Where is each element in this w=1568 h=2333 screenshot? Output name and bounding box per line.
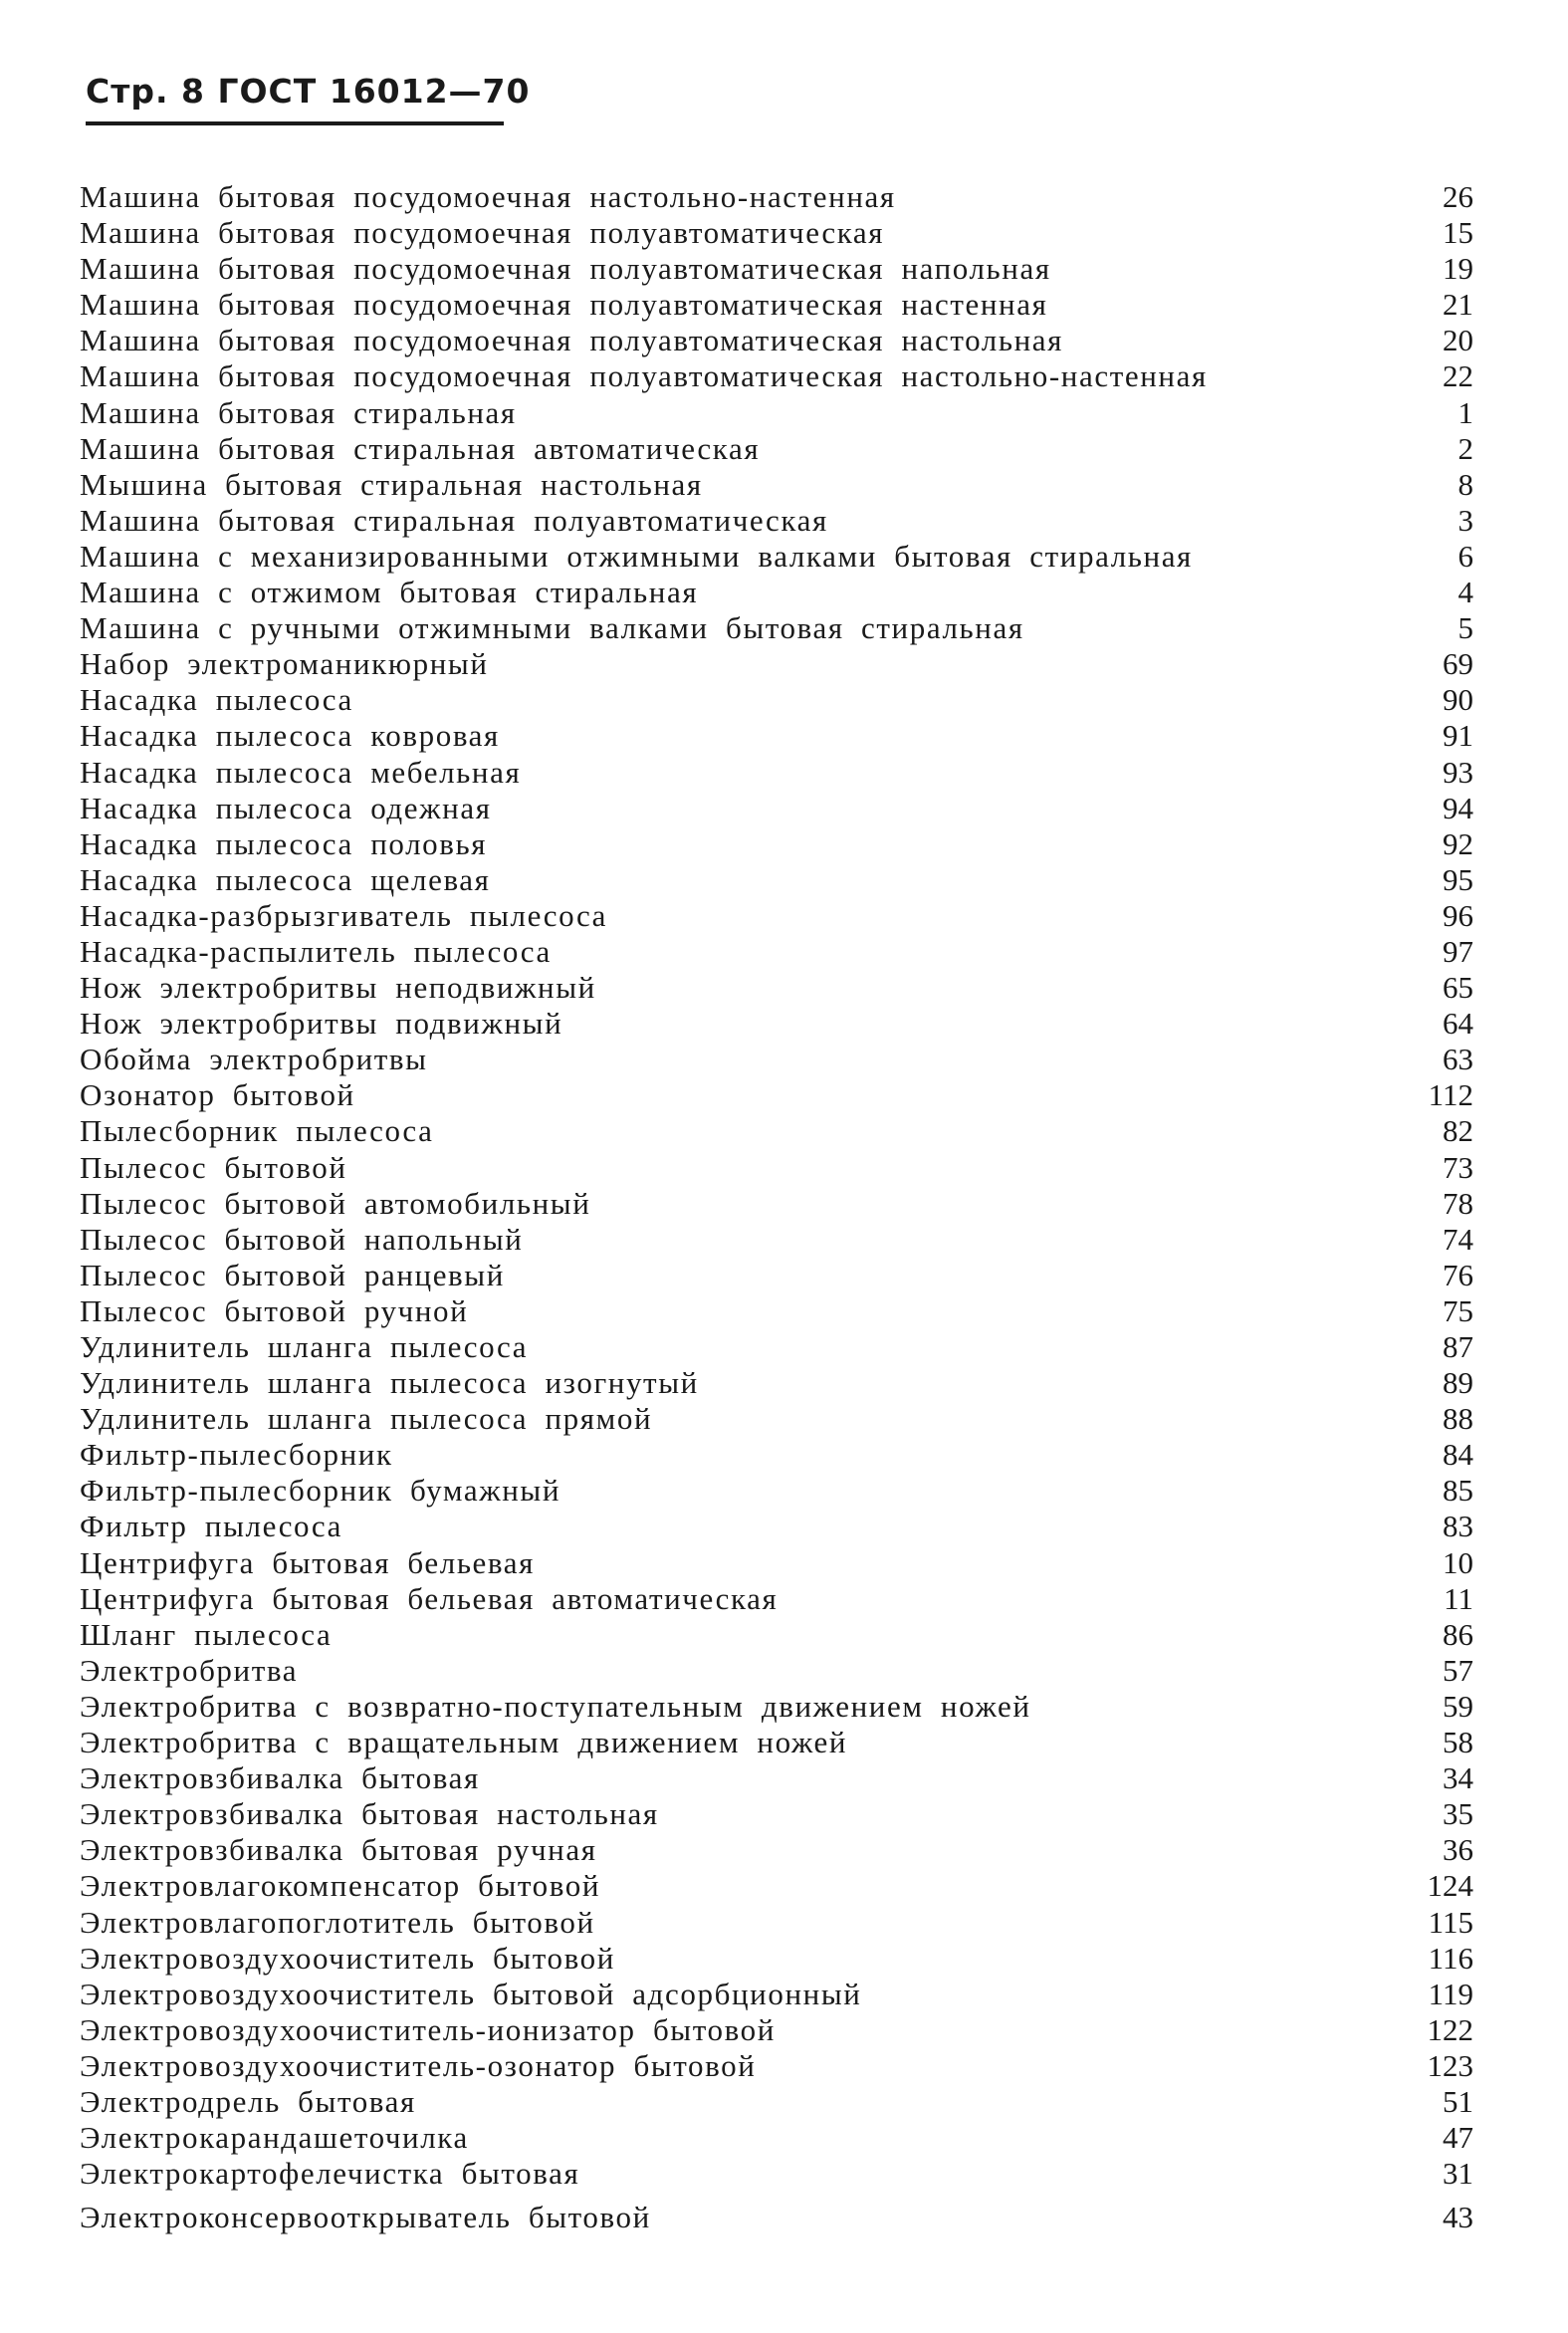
index-page-number: 76 [1443, 1257, 1473, 1292]
index-term: Насадка пылесоса [80, 682, 353, 718]
index-entry [80, 2012, 1473, 2048]
page-header: Стр. 8 ГОСТ 16012—70 [86, 72, 531, 111]
index-term: Пылесборник пылесоса [80, 1113, 434, 1149]
index-entry [80, 862, 1473, 898]
index-page-number: 36 [1443, 1832, 1473, 1868]
index-entry [80, 1258, 1473, 1293]
index-term: Нож электробритвы подвижный [80, 1006, 563, 1042]
index-term: Пылесос бытовой [80, 1149, 347, 1185]
index-page-number: 59 [1443, 1688, 1473, 1724]
index-page-number: 122 [1427, 2011, 1473, 2047]
index-term: Шланг пылесоса [80, 1616, 333, 1652]
index-entry [80, 358, 1473, 394]
index-term: Электровоздухоочиститель бытовой [80, 1940, 615, 1976]
index-page-number: 64 [1443, 1006, 1473, 1042]
index-term: Центрифуга бытовая бельевая автоматическая [80, 1580, 779, 1616]
index-term: Электробритва с возвратно-поступательным движением ножей [80, 1688, 1031, 1724]
index-entry [80, 970, 1473, 1006]
index-entry [80, 2048, 1473, 2084]
index-page-number: 47 [1443, 2120, 1473, 2156]
index-page-number: 4 [1457, 575, 1473, 610]
index-entry [80, 395, 1473, 431]
index-term: Пылесос бытовой ранцевый [80, 1257, 505, 1292]
index-page-number: 21 [1443, 287, 1473, 323]
index-page-number: 5 [1457, 610, 1473, 646]
index-page-number: 124 [1427, 1868, 1473, 1904]
index-term: Удлинитель шланга пылесоса изогнутый [80, 1365, 699, 1401]
index-entry [80, 791, 1473, 826]
index-term: Машина бытовая стиральная автоматическая [80, 430, 761, 466]
index-term: Насадка-разбрызгиватель пылесоса [80, 897, 608, 933]
index-term: Электрокарандашеточилка [80, 2120, 469, 2156]
index-term: Пылесос бытовой ручной [80, 1292, 469, 1328]
index-term: Машина бытовая посудомоечная полуавтоматическая настенная [80, 287, 1048, 323]
index-term: Удлинитель шланга пылесоса прямой [80, 1401, 653, 1437]
index-term: Машина бытовая посудомоечная полуавтоматическая [80, 215, 885, 251]
index-entry [80, 1329, 1473, 1365]
index-term: Насадка пылесоса одежная [80, 790, 492, 825]
index-page-number: 83 [1443, 1509, 1473, 1544]
index-term: Насадка пылесоса ковровая [80, 718, 500, 754]
index-entry [80, 2120, 1473, 2156]
index-page-number: 31 [1443, 2156, 1473, 2192]
index-page-number: 6 [1457, 538, 1473, 574]
index-term: Нож электробритвы неподвижный [80, 970, 596, 1006]
index-page-number: 51 [1443, 2083, 1473, 2119]
index-entry [80, 1509, 1473, 1544]
index-page-number: 96 [1443, 897, 1473, 933]
index-entry [80, 1760, 1473, 1796]
index-page-number: 123 [1427, 2047, 1473, 2083]
index-entry [80, 1653, 1473, 1689]
index-entry [80, 1473, 1473, 1509]
index-entry [80, 718, 1473, 754]
index-entry [80, 610, 1473, 646]
index-term: Мышина бытовая стиральная настольная [80, 466, 703, 502]
index-entry [80, 179, 1473, 215]
index-term: Фильтр-пылесборник [80, 1437, 393, 1473]
index-page-number: 3 [1457, 502, 1473, 538]
index-term: Электровлагопоглотитель бытовой [80, 1904, 595, 1940]
index-term: Насадка пылесоса мебельная [80, 754, 522, 790]
index-term: Электродрель бытовая [80, 2083, 416, 2119]
index-term: Насадка-распылитель пылесоса [80, 933, 552, 969]
index-entry [80, 1006, 1473, 1042]
index-page-number: 20 [1443, 323, 1473, 358]
index-page-number: 63 [1443, 1042, 1473, 1077]
index-term: Обойма электробритвы [80, 1042, 428, 1077]
index-page-number: 19 [1443, 251, 1473, 287]
index-page-number: 43 [1443, 2200, 1473, 2235]
index-entry [80, 1401, 1473, 1437]
index-term: Фильтр пылесоса [80, 1509, 343, 1544]
index-page-number: 34 [1443, 1760, 1473, 1796]
index-term: Машина бытовая посудомоечная полуавтоматическая настольная [80, 323, 1064, 358]
index-page-number: 112 [1428, 1077, 1473, 1113]
header-rule [86, 121, 504, 125]
index-term: Машина бытовая стиральная полуавтоматическая [80, 502, 828, 538]
index-entry [80, 646, 1473, 682]
index-term: Машина бытовая стиральная [80, 394, 517, 430]
index-entry [80, 575, 1473, 610]
index-page-number: 89 [1443, 1365, 1473, 1401]
index-page-number: 116 [1428, 1940, 1473, 1976]
index-entry [80, 2084, 1473, 2120]
index-page-number: 2 [1457, 430, 1473, 466]
index-page-number: 88 [1443, 1401, 1473, 1437]
index-page-number: 26 [1443, 179, 1473, 214]
index-entry [80, 826, 1473, 862]
index-term: Электровзбивалка бытовая ручная [80, 1832, 597, 1868]
index-page-number: 92 [1443, 825, 1473, 861]
index-term: Машина бытовая посудомоечная настольно-настенная [80, 179, 896, 214]
index-entry [80, 2156, 1473, 2192]
index-page-number: 74 [1443, 1221, 1473, 1257]
index-term: Машина бытовая посудомоечная полуавтоматическая напольная [80, 251, 1051, 287]
index-entry [80, 503, 1473, 539]
index-entry [80, 431, 1473, 467]
index-entry [80, 1042, 1473, 1077]
index-page-number: 95 [1443, 861, 1473, 897]
index-page-number: 58 [1443, 1725, 1473, 1760]
index-page-number: 85 [1443, 1473, 1473, 1509]
index-page-number: 65 [1443, 970, 1473, 1006]
index-term: Электроконсервооткрыватель бытовой [80, 2200, 651, 2235]
index-list [80, 179, 1473, 2235]
index-page-number: 115 [1428, 1904, 1473, 1940]
index-page-number: 10 [1443, 1544, 1473, 1580]
index-entry [80, 1617, 1473, 1653]
index-page-number: 91 [1443, 718, 1473, 754]
index-entry [80, 1186, 1473, 1222]
index-entry [80, 898, 1473, 934]
index-page-number: 8 [1457, 466, 1473, 502]
index-page-number: 15 [1443, 215, 1473, 251]
index-entry [80, 2200, 1473, 2235]
index-term: Пылесос бытовой напольный [80, 1221, 524, 1257]
index-entry [80, 1365, 1473, 1401]
index-term: Машина с ручными отжимными валками бытовая стиральная [80, 610, 1024, 646]
index-page-number: 119 [1428, 1976, 1473, 2011]
index-entry [80, 1077, 1473, 1113]
index-page-number: 73 [1443, 1149, 1473, 1185]
index-entry [80, 323, 1473, 358]
index-page-number: 86 [1443, 1616, 1473, 1652]
index-term: Фильтр-пылесборник бумажный [80, 1473, 561, 1509]
index-entry [80, 1437, 1473, 1473]
index-term: Электровзбивалка бытовая настольная [80, 1796, 659, 1832]
index-page-number: 69 [1443, 646, 1473, 682]
index-entry [80, 1832, 1473, 1868]
index-term: Центрифуга бытовая бельевая [80, 1544, 535, 1580]
index-page-number: 57 [1443, 1652, 1473, 1688]
index-entry [80, 1222, 1473, 1258]
index-entry [80, 1293, 1473, 1329]
index-term: Электровоздухоочиститель-озонатор бытовой [80, 2047, 757, 2083]
index-entry [80, 287, 1473, 323]
index-entry [80, 215, 1473, 251]
index-page-number: 97 [1443, 933, 1473, 969]
index-page-number: 22 [1443, 358, 1473, 394]
index-entry [80, 1941, 1473, 1977]
index-term: Электровоздухоочиститель-ионизатор бытовой [80, 2011, 776, 2047]
index-term: Удлинитель шланга пылесоса [80, 1329, 529, 1364]
index-term: Набор электроманикюрный [80, 646, 489, 682]
index-term: Насадка пылесоса щелевая [80, 861, 491, 897]
index-entry [80, 467, 1473, 503]
index-term: Машина с механизированными отжимными валками бытовая стиральная [80, 538, 1193, 574]
index-page-number: 82 [1443, 1113, 1473, 1149]
index-term: Озонатор бытовой [80, 1077, 355, 1113]
index-entry [80, 934, 1473, 970]
index-page-number: 87 [1443, 1329, 1473, 1364]
index-page-number: 84 [1443, 1437, 1473, 1473]
index-term: Электробритва с вращательным движением ножей [80, 1725, 848, 1760]
index-entry [80, 1545, 1473, 1581]
index-entry [80, 1868, 1473, 1904]
index-entry [80, 755, 1473, 791]
index-page-number: 94 [1443, 790, 1473, 825]
index-page-number: 11 [1444, 1580, 1473, 1616]
index-term: Машина бытовая посудомоечная полуавтоматическая настольно-настенная [80, 358, 1208, 394]
index-term: Пылесос бытовой автомобильный [80, 1185, 591, 1221]
index-page-number: 1 [1457, 394, 1473, 430]
index-term: Насадка пылесоса половья [80, 825, 488, 861]
index-page-number: 35 [1443, 1796, 1473, 1832]
index-entry [80, 1581, 1473, 1617]
index-entry [80, 1977, 1473, 2012]
index-term: Электровзбивалка бытовая [80, 1760, 480, 1796]
index-term: Электробритва [80, 1652, 299, 1688]
index-term: Машина с отжимом бытовая стиральная [80, 575, 699, 610]
index-entry [80, 1150, 1473, 1186]
index-entry [80, 682, 1473, 718]
index-entry [80, 539, 1473, 575]
index-term: Электровлагокомпенсатор бытовой [80, 1868, 601, 1904]
index-entry [80, 251, 1473, 287]
index-term: Электровоздухоочиститель бытовой адсорбционный [80, 1976, 862, 2011]
index-page-number: 75 [1443, 1292, 1473, 1328]
index-page-number: 90 [1443, 682, 1473, 718]
index-entry [80, 1689, 1473, 1725]
index-entry [80, 1905, 1473, 1941]
index-entry [80, 1113, 1473, 1149]
index-entry [80, 1725, 1473, 1760]
index-page-number: 78 [1443, 1185, 1473, 1221]
index-page-number: 93 [1443, 754, 1473, 790]
index-term: Электрокартофелечистка бытовая [80, 2156, 580, 2192]
index-entry [80, 1796, 1473, 1832]
